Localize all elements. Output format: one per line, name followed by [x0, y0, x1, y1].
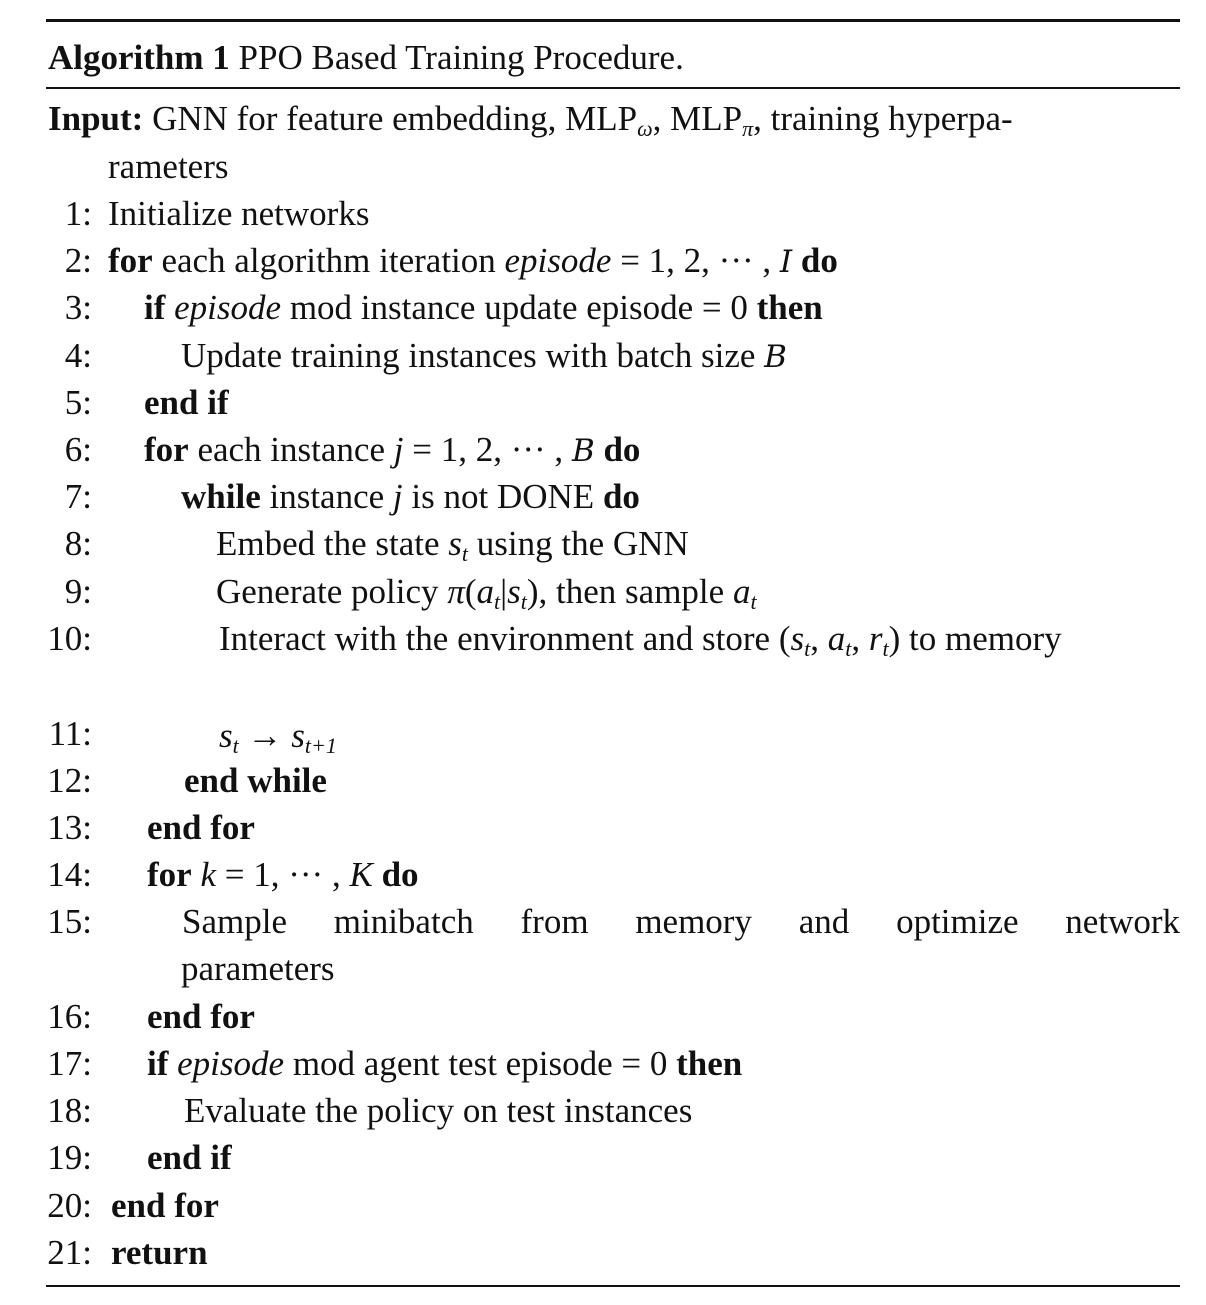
- line-text-2: using the GNN: [476, 524, 689, 563]
- line-16: [147, 995, 255, 1039]
- sub-t-plus-1: t+1: [304, 733, 337, 758]
- line-10: [219, 617, 1062, 661]
- sample-expression: $a_t$: [732, 572, 757, 614]
- input-label: Input:: [48, 99, 144, 138]
- line-text: Generate policy: [216, 572, 439, 611]
- line-number: 13:: [47, 808, 92, 847]
- line-17: [147, 1042, 742, 1086]
- line-text: Update training instances with batch size: [181, 336, 756, 375]
- line-11: [219, 714, 337, 758]
- input-continuation: rameters: [108, 147, 229, 186]
- line-text: Interact with the environment and store: [219, 619, 771, 658]
- line-text: each instance: [197, 430, 385, 469]
- keyword-do: do: [602, 477, 640, 516]
- line-number: 7:: [64, 477, 92, 516]
- line-5: [144, 381, 229, 425]
- var-K: K: [349, 855, 373, 894]
- line-9: [216, 570, 757, 614]
- var-B: B: [764, 339, 787, 375]
- line-number: 16:: [47, 997, 92, 1036]
- keyword-return: return: [111, 1233, 208, 1272]
- line-eq: = 1, 2, ··· ,: [412, 430, 564, 469]
- line-2: [108, 239, 838, 284]
- line-eq: = 1, ··· ,: [224, 855, 341, 894]
- var-episode: episode: [174, 288, 282, 327]
- line-text: instance: [269, 477, 385, 516]
- keyword-end-for: end for: [147, 808, 255, 847]
- line-number: 8:: [64, 524, 92, 563]
- line-text: mod instance update episode = 0: [289, 288, 748, 327]
- algorithm-caption: [48, 36, 684, 80]
- line-number: 6:: [64, 430, 92, 469]
- keyword-end-for: end for: [147, 997, 255, 1036]
- keyword-end-for: end for: [111, 1186, 219, 1225]
- line-text-2: is not DONE: [411, 477, 595, 516]
- line-21: [111, 1231, 208, 1275]
- line-3: [144, 286, 823, 330]
- input-text-c: , training hyperpa-: [753, 99, 1013, 138]
- top-rule: [46, 19, 1180, 22]
- line-eq: = 1, 2, ··· ,: [620, 241, 772, 280]
- tuple-expression: ($s_t$, $a_t$, $r_t$): [778, 619, 901, 661]
- line-number: 21:: [47, 1233, 92, 1272]
- keyword-if: if: [144, 288, 166, 327]
- line-1: [108, 192, 369, 236]
- keyword-if: if: [147, 1044, 169, 1083]
- line-number: 3:: [64, 288, 92, 327]
- line-number: 5:: [64, 383, 92, 422]
- input-line: [48, 97, 1013, 141]
- line-text-2: , then sample: [538, 572, 725, 611]
- var-episode: episode: [504, 241, 612, 280]
- line-text-2: to memory: [909, 619, 1062, 658]
- line-number: 12:: [47, 761, 92, 800]
- var-j: j: [392, 477, 403, 516]
- line-20: [111, 1184, 219, 1228]
- policy-expression: $\pi(a_t|s_t)$: [447, 572, 539, 614]
- line-6: [144, 428, 640, 473]
- line-13: [147, 806, 255, 850]
- sub-t: t: [461, 541, 469, 566]
- var-j: j: [393, 430, 404, 469]
- line-19: [147, 1136, 232, 1180]
- line-text: mod agent test episode = 0: [292, 1044, 668, 1083]
- keyword-for: for: [144, 430, 189, 469]
- var-I: I: [779, 244, 793, 280]
- line-12: [184, 759, 327, 803]
- input-sub-omega: ω: [637, 116, 653, 141]
- keyword-for: for: [108, 241, 153, 280]
- keyword-do: do: [381, 855, 419, 894]
- line-text: Evaluate the policy on test instances: [184, 1091, 693, 1130]
- keyword-then: then: [676, 1044, 743, 1083]
- line-8: [216, 522, 689, 566]
- line-number: 15:: [47, 902, 92, 941]
- line-number: 2:: [64, 241, 92, 280]
- var-s: s: [448, 524, 462, 563]
- line-number: 17:: [47, 1044, 92, 1083]
- keyword-end-if: end if: [144, 383, 229, 422]
- line-7: [181, 475, 640, 519]
- input-sub-pi: π: [742, 116, 754, 141]
- line-number: 10:: [47, 619, 92, 658]
- line-number: 19:: [47, 1138, 92, 1177]
- line-number: 9:: [64, 572, 92, 611]
- line-text: Initialize networks: [108, 194, 370, 233]
- input-text-b: , MLP: [652, 99, 743, 138]
- line-number: 1:: [64, 194, 92, 233]
- line-15: Sample minibatch from memory and optimize network: [182, 902, 1180, 941]
- keyword-end-while: end while: [184, 761, 327, 800]
- var-episode: episode: [177, 1044, 285, 1083]
- line-number: 4:: [64, 336, 92, 375]
- line-number: 18:: [47, 1091, 92, 1130]
- line-text: each algorithm iteration: [161, 241, 496, 280]
- keyword-do: do: [800, 241, 838, 280]
- line-number: 20:: [47, 1186, 92, 1225]
- line-number: 11:: [48, 714, 92, 753]
- line-14: [147, 853, 419, 897]
- line-number: 14:: [47, 855, 92, 894]
- caption-title: PPO Based Training Procedure.: [238, 38, 684, 77]
- line-18: [184, 1089, 692, 1133]
- line-15-continuation: parameters: [181, 949, 335, 988]
- arrow-symbol: →: [247, 716, 283, 755]
- keyword-end-if: end if: [147, 1138, 232, 1177]
- caption-rule: [46, 87, 1180, 89]
- var-B: B: [571, 433, 595, 469]
- line-text: Embed the state: [216, 524, 440, 563]
- keyword-then: then: [756, 288, 823, 327]
- caption-label: Algorithm 1: [48, 38, 230, 77]
- input-text-a: GNN for feature embedding, MLP: [152, 99, 638, 138]
- var-k: k: [200, 855, 216, 894]
- bottom-rule: [46, 1285, 1180, 1287]
- keyword-do: do: [603, 430, 641, 469]
- line-4: [181, 334, 787, 379]
- keyword-for: for: [147, 855, 192, 894]
- transition-expression: $s_t \to s_{t+1}$: [219, 716, 337, 758]
- keyword-while: while: [181, 477, 261, 516]
